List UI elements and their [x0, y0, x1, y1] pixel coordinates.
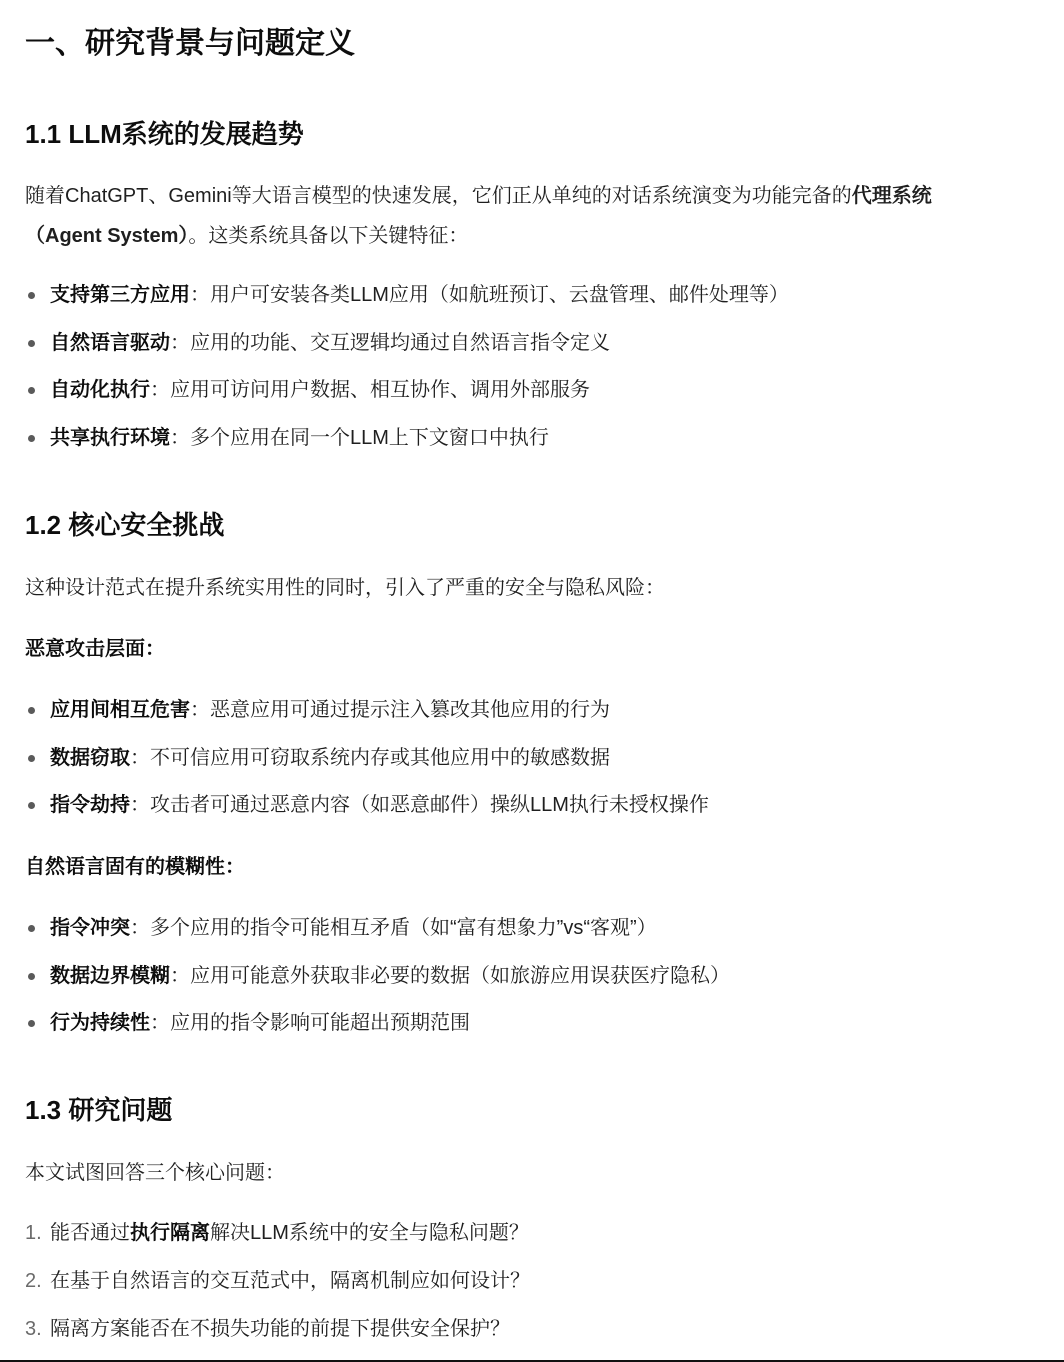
list-item-term: 指令劫持: [50, 794, 130, 816]
list-item-term: 应用间相互危害: [50, 699, 190, 721]
list-item: [25, 415, 1054, 463]
list-item-term: 自动化执行: [50, 379, 150, 401]
section-1-2-intro: 这种设计范式在提升系统实用性的同时，引入了严重的安全与隐私风险：: [25, 577, 665, 599]
list-item-term: 共享执行环境: [50, 426, 170, 449]
list-item-term: 数据窃取: [50, 746, 130, 769]
list-item-bold: 执行隔离: [130, 1222, 210, 1244]
list-item-text-tail: 解决LLM系统中的安全与隐私问题？: [210, 1222, 529, 1244]
list-item: [25, 1257, 1054, 1305]
list-number: 2.: [25, 1270, 42, 1292]
list-item-text: ：攻击者可通过恶意内容（如恶意邮件）操纵LLM执行未授权操作: [130, 794, 709, 816]
list-item-term: 自然语言驱动: [50, 331, 170, 354]
list-number: 1.: [25, 1222, 42, 1244]
list-item: [25, 782, 1054, 830]
bullet-icon: [28, 292, 35, 299]
ambiguity-list: [25, 905, 1054, 1048]
list-item-text: ：多个应用在同一个LLM上下文窗口中执行: [170, 426, 549, 449]
intro-text: 随着ChatGPT、Gemini等大语言模型的快速发展，它们正从单纯的对话系统演变为功能完备的: [25, 185, 852, 207]
intro-bold-term-en: （Agent System）: [25, 225, 189, 247]
list-item-text: 在基于自然语言的交互范式中，隔离机制应如何设计？: [50, 1270, 530, 1292]
list-item-term: 指令冲突: [50, 917, 130, 939]
list-item-text: ：应用可能意外获取非必要的数据（如旅游应用误获医疗隐私）: [170, 964, 730, 987]
list-item: [25, 905, 1054, 953]
bullet-icon: [28, 755, 35, 762]
bullet-icon: [28, 387, 35, 394]
intro-text-tail: 。这类系统具备以下关键特征：: [188, 225, 469, 247]
list-item-text: ：恶意应用可通过提示注入篡改其他应用的行为: [190, 699, 610, 721]
list-item-text: ：应用的功能、交互逻辑均通过自然语言指令定义: [170, 331, 610, 354]
list-item: [25, 367, 1054, 415]
section-heading-1-1: 1.1 LLM系统的发展趋势: [25, 119, 304, 149]
list-item: [25, 1305, 1054, 1353]
list-item: [25, 687, 1054, 735]
bullet-icon: [28, 707, 35, 714]
list-item: [25, 1209, 1054, 1257]
feature-list: [25, 272, 1054, 462]
list-item: [25, 1000, 1054, 1048]
bullet-icon: [28, 340, 35, 347]
section-heading-1-2: 1.2 核心安全挑战: [25, 510, 225, 540]
bullet-icon: [28, 973, 35, 980]
list-item-text: ：多个应用的指令可能相互矛盾（如“富有想象力”vs“客观”）: [130, 917, 657, 939]
intro-bold-term: 代理系统: [851, 185, 932, 207]
research-questions-list: [25, 1209, 1054, 1353]
list-item-text: 隔离方案能否在不损失功能的前提下提供安全保护？: [50, 1318, 510, 1340]
list-item: [25, 320, 1054, 368]
subheading-malicious-attacks: 恶意攻击层面：: [25, 638, 165, 660]
attack-list: [25, 687, 1054, 830]
list-item: [25, 953, 1054, 1001]
list-item-text: ：应用的指令影响可能超出预期范围: [150, 1012, 470, 1034]
section-1-1-intro: [25, 176, 1054, 256]
section-heading-1-3: 1.3 研究问题: [25, 1095, 173, 1125]
bullet-icon: [28, 802, 35, 809]
list-item-term: 数据边界模糊: [50, 964, 170, 987]
page-title: 一、研究背景与问题定义: [25, 27, 355, 60]
list-item-text: ：应用可访问用户数据、相互协作、调用外部服务: [150, 379, 590, 401]
bullet-icon: [28, 1020, 35, 1027]
list-item: [25, 735, 1054, 783]
list-item-term: 行为持续性: [50, 1012, 150, 1034]
list-item-text: ：不可信应用可窃取系统内存或其他应用中的敏感数据: [130, 746, 610, 769]
list-item-term: 支持第三方应用: [50, 284, 190, 306]
bullet-icon: [28, 435, 35, 442]
section-1-3-intro: 本文试图回答三个核心问题：: [25, 1162, 285, 1184]
bullet-icon: [28, 925, 35, 932]
list-item-text: ：用户可安装各类LLM应用（如航班预订、云盘管理、邮件处理等）: [190, 284, 789, 306]
list-number: 3.: [25, 1318, 42, 1340]
list-item-text: 能否通过: [50, 1222, 130, 1244]
list-item: [25, 272, 1054, 320]
subheading-ambiguity: 自然语言固有的模糊性：: [25, 856, 245, 878]
